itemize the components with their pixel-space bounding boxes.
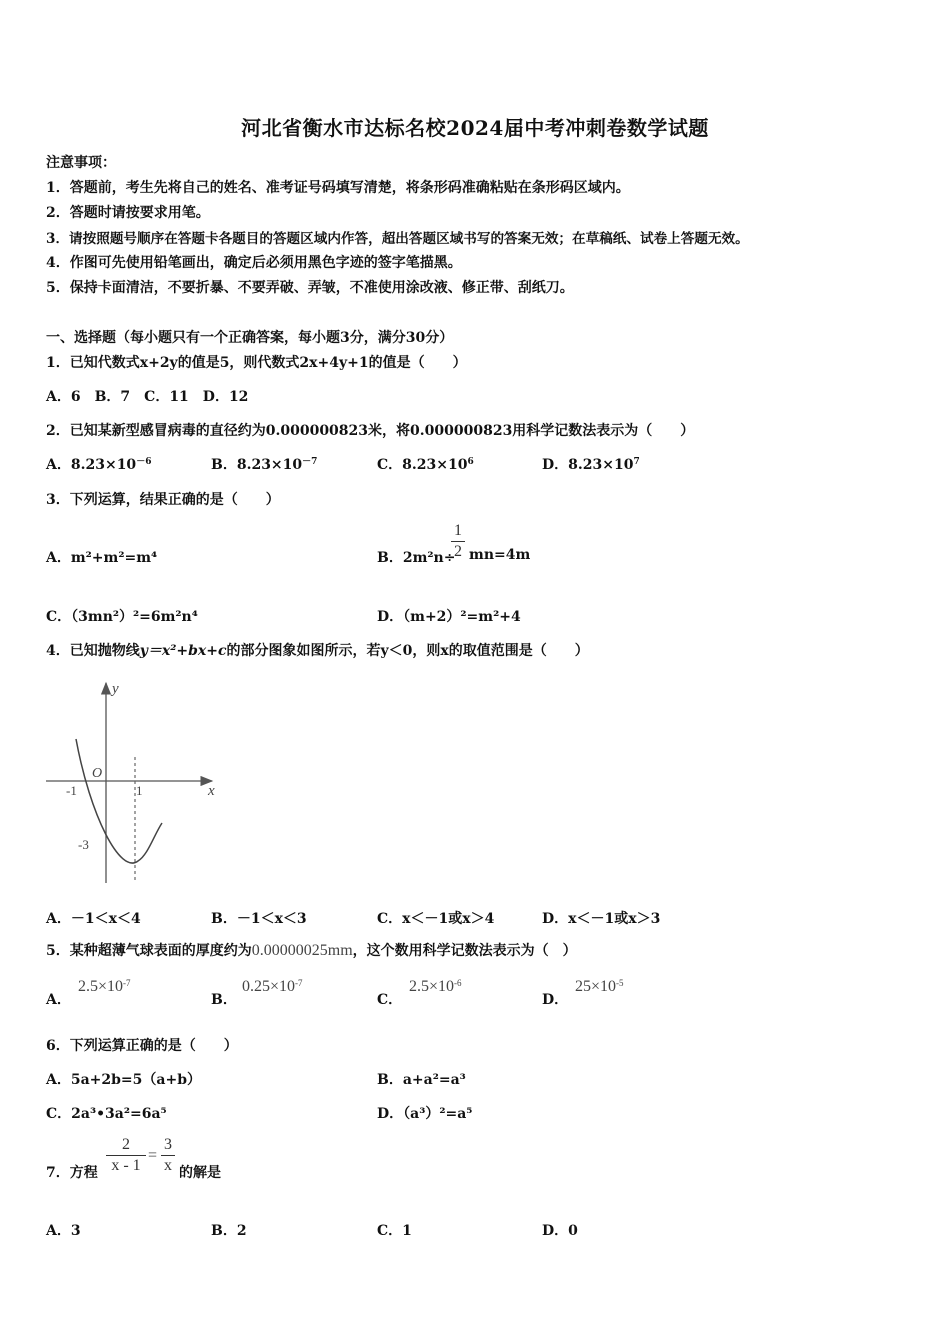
question-5-option-b-value: $0.25\times 10^{-7}$ xyxy=(242,978,303,995)
equals-sign: = xyxy=(148,1147,158,1164)
question-3-option-b-post: mn=4m xyxy=(469,547,531,563)
question-3-stem: 3．下列运算，结果正确的是（ ） xyxy=(46,492,280,508)
note-item: 5．保持卡面清洁，不要折暴、不要弄破、弄皱，不准使用涂改液、修正带、刮纸刀。 xyxy=(46,280,574,296)
question-4-option-b: B．－1＜x＜3 xyxy=(211,911,307,927)
question-4-option-a: A．－1＜x＜4 xyxy=(46,911,141,927)
question-2-option-b: B．$8.23\times 10^{-7}$ xyxy=(211,457,318,473)
question-2-stem: 2．已知某新型感冒病毒的直径约为0.000000823米，将0.000000823用科学记数法表示为（ ） xyxy=(46,423,695,439)
question-4-option-c: C．x＜－1或x＞4 xyxy=(377,911,495,927)
question-7-option-a: A．3 xyxy=(46,1223,81,1239)
question-5-option-c-value: $2.5\times 10^{-6}$ xyxy=(409,978,462,995)
question-6-stem: 6．下列运算正确的是（ ） xyxy=(46,1038,238,1054)
tick-1: 1 xyxy=(136,783,143,798)
question-7-option-d: D．0 xyxy=(542,1223,578,1239)
question-1-options: A．6 B．7 C．11 D．12 xyxy=(46,389,249,405)
question-7-stem-post: 的解是 xyxy=(179,1165,221,1181)
question-3-option-d: D．（m+2）²=m²+4 xyxy=(377,609,521,625)
question-5-option-d-label: D． xyxy=(542,992,569,1008)
question-3-option-c: C．（3mn²）²=6m²n⁴ xyxy=(46,609,198,625)
parabola-curve xyxy=(76,739,162,863)
question-3-option-b-pre: B．2m²n÷ xyxy=(377,550,456,566)
y-label: y xyxy=(112,681,119,697)
note-item: 3．请按照题号顺序在答题卡各题目的答题区域内作答，超出答题区域书写的答案无效；在草稿纸、试卷上答题无效。 xyxy=(46,231,749,247)
x-label: x xyxy=(208,783,215,799)
note-item: 2．答题时请按要求用笔。 xyxy=(46,205,210,221)
fraction-3-over-x: 3 x xyxy=(161,1136,175,1175)
question-5-stem: 5．某种超薄气球表面的厚度约为0.00000025mm，这个数用科学记数法表示为（ ） xyxy=(46,942,577,959)
question-5-option-c-label: C． xyxy=(377,992,403,1008)
question-2-option-d: D．$8.23\times 10^7$ xyxy=(542,457,640,473)
question-7-option-c: C．1 xyxy=(377,1223,412,1239)
question-5-option-b-label: B． xyxy=(211,992,237,1008)
origin-label: O xyxy=(92,766,103,781)
question-4-option-d: D．x＜－1或x＞3 xyxy=(542,911,661,927)
section-heading: 一、选择题（每小题只有一个正确答案，每小题3分，满分30分） xyxy=(46,330,454,346)
question-6-option-a: A．5a+2b=5（a+b） xyxy=(46,1072,201,1088)
question-6-option-b: B．a+a²=a³ xyxy=(377,1072,466,1088)
fraction-2-over-x-minus-1: 2 x - 1 xyxy=(106,1136,146,1175)
question-5-option-a-value: $2.5\times 10^{-7}$ xyxy=(78,978,131,995)
question-4-stem: 4．已知抛物线y＝x²+bx+c的部分图象如图所示，若y＜0，则x的取值范围是（ ） xyxy=(46,643,589,659)
question-2-option-c: C．$8.23\times 10^6$ xyxy=(377,457,474,473)
note-item: 1．答题前，考生先将自己的姓名、准考证号码填写清楚，将条形码准确粘贴在条形码区域内。 xyxy=(46,180,630,196)
parabola-graph xyxy=(40,675,230,890)
question-7-option-b: B．2 xyxy=(211,1223,247,1239)
question-3-option-a: A．m²+m²=m⁴ xyxy=(46,550,158,566)
page-title: 河北省衡水市达标名校2024届中考冲刺卷数学试题 xyxy=(241,116,709,140)
question-6-option-c: C．2a³•3a²=6a⁵ xyxy=(46,1106,167,1122)
notes-heading: 注意事项： xyxy=(46,155,116,171)
question-1-stem: 1．已知代数式x+2y的值是5，则代数式2x+4y+1的值是（ ） xyxy=(46,355,467,371)
question-6-option-d: D．（a³）²=a⁵ xyxy=(377,1106,473,1122)
question-5-option-d-value: $25\times 10^{-5}$ xyxy=(575,978,624,995)
question-2-option-a: A．$8.23\times 10^{-6}$ xyxy=(46,457,152,473)
tick-neg1: -1 xyxy=(66,783,77,798)
question-5-option-a-label: A． xyxy=(46,992,71,1008)
question-7-stem-pre: 7．方程 xyxy=(46,1165,98,1181)
tick-neg3: -3 xyxy=(78,837,89,852)
fraction-one-half: 1 2 xyxy=(451,522,465,561)
note-item: 4．作图可先使用铅笔画出，确定后必须用黑色字迹的签字笔描黑。 xyxy=(46,255,462,271)
